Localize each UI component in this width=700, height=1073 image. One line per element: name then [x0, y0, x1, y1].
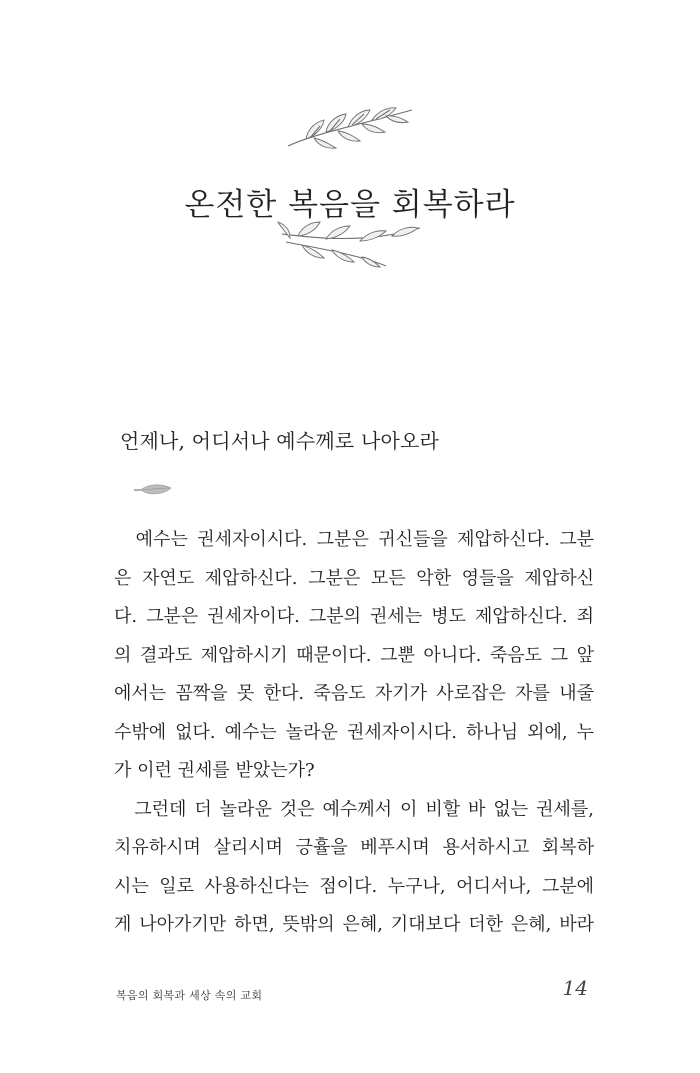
body-line: 은 자연도 제압하신다. 그분은 모든 악한 영들을 제압하신 — [114, 567, 594, 589]
olive-branch-icon — [284, 104, 416, 150]
body-line: 수밖에 없다. 예수는 놀라운 권세자이시다. 하나님 외에, 누 — [114, 721, 594, 743]
olive-branch-icon — [276, 218, 424, 270]
body-text — [114, 521, 594, 945]
page-number: 14 — [562, 976, 588, 1000]
chapter-title: 온전한 복음을 회복하라 — [184, 186, 516, 223]
body-line: 가 이런 권세를 받았는가? — [114, 760, 315, 781]
body-line: 그런데 더 놀라운 것은 예수께서 이 비할 바 없는 권세를, — [114, 798, 594, 820]
section-heading: 언제나, 어디서나 예수께로 나아오라 — [120, 429, 440, 453]
leaf-icon — [133, 482, 173, 498]
running-footer-title: 복음의 회복과 세상 속의 교회 — [116, 989, 263, 1002]
bottom-ornament — [0, 218, 700, 270]
body-line: 의 결과도 제압하시기 때문이다. 그뿐 아니다. 죽음도 그 앞 — [114, 644, 594, 666]
body-line: 게 나아가기만 하면, 뜻밖의 은혜, 기대보다 더한 은혜, 바라 — [114, 914, 594, 935]
body-line: 시는 일로 사용하신다는 점이다. 누구나, 어디서나, 그분에 — [114, 875, 594, 897]
body-line: 다. 그분은 권세자이다. 그분의 권세는 병도 제압하신다. 죄 — [114, 606, 594, 627]
section-divider — [133, 482, 173, 502]
top-ornament — [0, 104, 700, 150]
body-line: 치유하시며 살리시며 긍휼을 베푸시며 용서하시고 회복하 — [114, 837, 594, 858]
body-line: 예수는 권세자이시다. 그분은 귀신들을 제압하신다. 그분 — [114, 529, 594, 550]
body-line: 에서는 꼼짝을 못 한다. 죽음도 자기가 사로잡은 자를 내줄 — [114, 683, 594, 704]
